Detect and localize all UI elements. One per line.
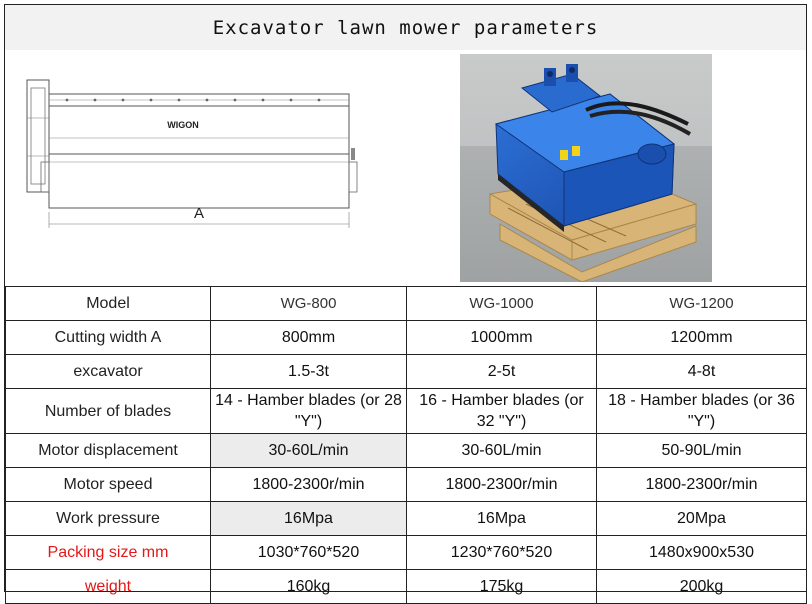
row-label: Cutting width A: [6, 321, 211, 355]
table-row-cutting-width: [6, 321, 807, 355]
table-cell: 1230*760*520: [407, 536, 597, 570]
table-cell: 14 - Hamber blades (or 28 "Y"): [211, 389, 407, 434]
table-row-work-pressure: [6, 502, 807, 536]
table-cell: 1.5-3t: [211, 355, 407, 389]
row-label: Model: [6, 287, 211, 321]
table-row-excavator: [6, 355, 807, 389]
table-cell: 1030*760*520: [211, 536, 407, 570]
table-cell: 1000mm: [407, 321, 597, 355]
table-row-motor-displacement: [6, 434, 807, 468]
table-cell: 1480x900x530: [597, 536, 807, 570]
table-cell: 2-5t: [407, 355, 597, 389]
row-label: Motor displacement: [6, 434, 211, 468]
row-label: weight: [6, 570, 211, 604]
table-row-packing-size: [6, 536, 807, 570]
table-cell: 200kg: [597, 570, 807, 604]
product-photo: [460, 54, 712, 282]
parameter-table: [5, 286, 807, 604]
table-cell: 1200mm: [597, 321, 807, 355]
row-label: Packing size mm: [6, 536, 211, 570]
dimension-label: A: [193, 205, 205, 222]
table-row-blades: [6, 389, 807, 434]
table-cell: 16 - Hamber blades (or 32 "Y"): [407, 389, 597, 434]
image-band: [5, 50, 806, 287]
table-cell: 1800-2300r/min: [597, 468, 807, 502]
table-cell: 20Mpa: [597, 502, 807, 536]
table-row-weight: [6, 570, 807, 604]
table-cell: 30-60L/min: [407, 434, 597, 468]
row-label: excavator: [6, 355, 211, 389]
row-label: Number of blades: [6, 389, 211, 434]
drawing-brand-text: WIGON: [167, 120, 199, 130]
table-row-motor-speed: [6, 468, 807, 502]
table-row-model: [6, 287, 807, 321]
table-cell: 30-60L/min: [211, 434, 407, 468]
table-cell: 4-8t: [597, 355, 807, 389]
table-cell: 800mm: [211, 321, 407, 355]
table-cell: 50-90L/min: [597, 434, 807, 468]
table-cell: 16Mpa: [211, 502, 407, 536]
table-cell: 1800-2300r/min: [211, 468, 407, 502]
row-label: Work pressure: [6, 502, 211, 536]
table-cell: WG-1200: [597, 287, 807, 321]
table-cell: WG-1000: [407, 287, 597, 321]
table-cell: WG-800: [211, 287, 407, 321]
parameter-sheet: [4, 4, 807, 595]
table-cell: 1800-2300r/min: [407, 468, 597, 502]
table-cell: 16Mpa: [407, 502, 597, 536]
row-label: Motor speed: [6, 468, 211, 502]
technical-drawing: [13, 58, 365, 238]
table-cell: 18 - Hamber blades (or 36 "Y"): [597, 389, 807, 434]
table-cell: 160kg: [211, 570, 407, 604]
table-cell: 175kg: [407, 570, 597, 604]
page-title: Excavator lawn mower parameters: [5, 5, 806, 51]
